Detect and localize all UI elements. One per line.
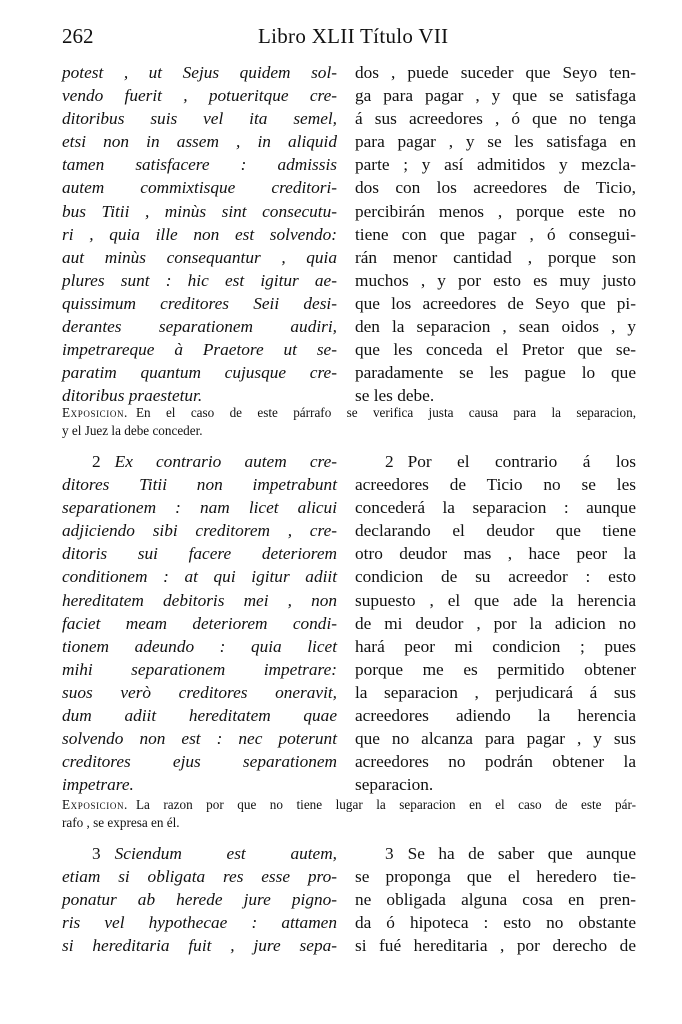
spanish-line [355,842,636,865]
spanish-line: se proponga que el heredero tie- [355,867,636,887]
spanish-line: ne obligada alguna cosa en pren- [355,890,636,910]
spanish-line: hará peor mi condicion ; pues [355,636,636,656]
spanish-line: rán menor cantidad , porque son [355,247,636,267]
latin-line: ponatur ab herede jure pigno- [62,890,337,910]
page-number: 262 [62,24,94,48]
latin-line: dum adiit hereditatem quae [62,706,337,726]
latin-line: ditores Titii non impetrabunt [62,475,337,495]
paragraph-number: 2 [385,452,394,471]
latin-line-text: Sciendum est autem, [114,844,337,863]
latin-line: quissimum creditores Seii desi- [62,293,337,313]
spanish-column [355,61,636,407]
spanish-line: otro deudor mas , hace peor la [355,544,636,564]
spanish-line: separacion. [355,775,434,795]
latin-column [62,61,337,407]
latin-line: solvendo non est : nec poterunt [62,729,337,749]
exposition-line [62,796,636,814]
latin-line: creditores ejus separationem [62,752,337,772]
spanish-line: den la separacion , sean oidos , y [355,317,636,337]
spanish-line: muchos , y por esto es muy justo [355,270,636,290]
spanish-line: percibirán menos , porque este no [355,201,636,221]
latin-line: vendo fuerit , potueritque cre- [62,86,337,106]
paragraph-number: 3 [92,844,101,863]
latin-line: ris vel hypothecae : attamen [62,913,337,933]
spanish-line: que les conceda el Pretor que se- [355,340,636,360]
spanish-line [355,450,636,473]
spanish-line: de mi deudor , por la adicion no [355,613,636,633]
latin-line: mihi separationem impetrare: [62,659,337,679]
latin-line: ditoribus suis vel ita semel, [62,109,337,129]
spanish-line: si fué hereditaria , por derecho de [355,936,636,956]
spanish-line: acreedores no podrán obtener la [355,752,636,772]
paragraph-number: 2 [92,452,101,471]
latin-line: autem commixtisque creditori- [62,178,337,198]
latin-line: conditionem : at qui igitur adiit [62,567,337,587]
spanish-line: ga para pagar , y que se satisfaga [355,86,636,106]
latin-line: etiam si obligata res esse pro- [62,867,337,887]
latin-line: tionem adeundo : quia licet [62,636,337,656]
latin-line: ditoribus praestetur. [62,386,203,406]
exposition-text: La razon por que no tiene lugar la separacion en el caso de este pár- [135,797,636,812]
latin-line: adjiciendo sibi creditorem , cre- [62,521,337,541]
spanish-line: dos con los acreedores de Ticio, [355,178,636,198]
latin-line: si hereditaria fuit , jure sepa- [62,936,337,956]
latin-column [62,450,337,796]
spanish-line: se les debe. [355,386,435,406]
latin-line: bus Titii , minùs sint consecutu- [62,201,337,221]
spanish-line: porque me es permitido obtener [355,659,636,679]
paragraph-number: 3 [385,844,394,863]
spanish-line: concederá la separacion : aunque [355,498,636,518]
latin-line: aut minùs consequantur , quia [62,247,337,267]
exposition-label: Exposicion. [62,405,128,420]
latin-line: ditoris sui facere deteriorem [62,544,337,564]
paragraph-1 [62,61,636,411]
spanish-line: á sus acreedores , ó que no tenga [355,109,636,129]
latin-line: hereditatem debitoris mei , non [62,590,337,610]
spanish-line-text: Se ha de saber que aunque [407,844,636,863]
latin-line: impetrare. [62,775,134,795]
spanish-line: acreedores de Ticio no se les [355,475,636,495]
spanish-line: dos , puede suceder que Seyo ten- [355,63,636,82]
spanish-line: tiene con que pagar , ó consegui- [355,224,636,244]
spanish-line: parte ; y así admitidos y mezcla- [355,155,636,175]
spanish-line: condicion de su acreedor : esto [355,567,636,587]
latin-line: potest , ut Sejus quidem sol- [62,63,337,82]
spanish-column [355,450,636,796]
exposition-line [62,404,636,422]
spanish-line: para pagar , y se les satisfaga en [355,132,636,152]
spanish-line: declarando el deudor que tiene [355,521,636,541]
spanish-line: que no alcanza para pagar , y sus [355,729,636,749]
spanish-line: la separacion , perjudicará á sus [355,682,636,702]
latin-line: separationem : nam licet alicui [62,498,337,518]
page-header [62,24,630,54]
exposition-note [62,796,636,831]
latin-line-text: Ex contrario autem cre- [114,452,337,471]
latin-line: paratim quantum cujusque cre- [62,363,337,383]
exposition-text: En el caso de este párrafo se verifica justa causa para la separacion, [135,405,636,420]
latin-line: ri , quia ille non est solvendo: [62,224,337,244]
paragraph-3 [62,842,636,962]
latin-line [62,450,337,473]
latin-line: suos verò creditores oneravit, [62,682,337,702]
exposition-note [62,404,636,439]
spanish-line: da ó hipoteca : esto no obstante [355,913,636,933]
exposition-line: rafo , se expresa en él. [62,814,180,830]
spanish-line: que los acreedores de Seyo que pi- [355,293,636,313]
latin-line: tamen satisfacere : admissis [62,155,337,175]
spanish-line: paradamente se les pague lo que [355,363,636,383]
spanish-line: supuesto , el que ade la herencia [355,590,636,610]
latin-column [62,842,337,957]
latin-line: derantes separationem audiri, [62,317,337,337]
exposition-line: y el Juez la debe conceder. [62,422,203,438]
latin-line: faciet meam deteriorem condi- [62,613,337,633]
running-title: Libro XLII Título VII [258,24,449,48]
exposition-label: Exposicion. [62,797,128,812]
latin-line: impetrareque à Praetore ut se- [62,340,337,360]
spanish-line: acreedores adiendo la herencia [355,706,636,726]
spanish-line-text: Por el contrario á los [407,452,636,471]
paragraph-2 [62,450,636,800]
latin-line: plures sunt : hic est igitur ae- [62,270,337,290]
spanish-column [355,842,636,957]
latin-line [62,842,337,865]
latin-line: etsi non in assem , in aliquid [62,132,337,152]
